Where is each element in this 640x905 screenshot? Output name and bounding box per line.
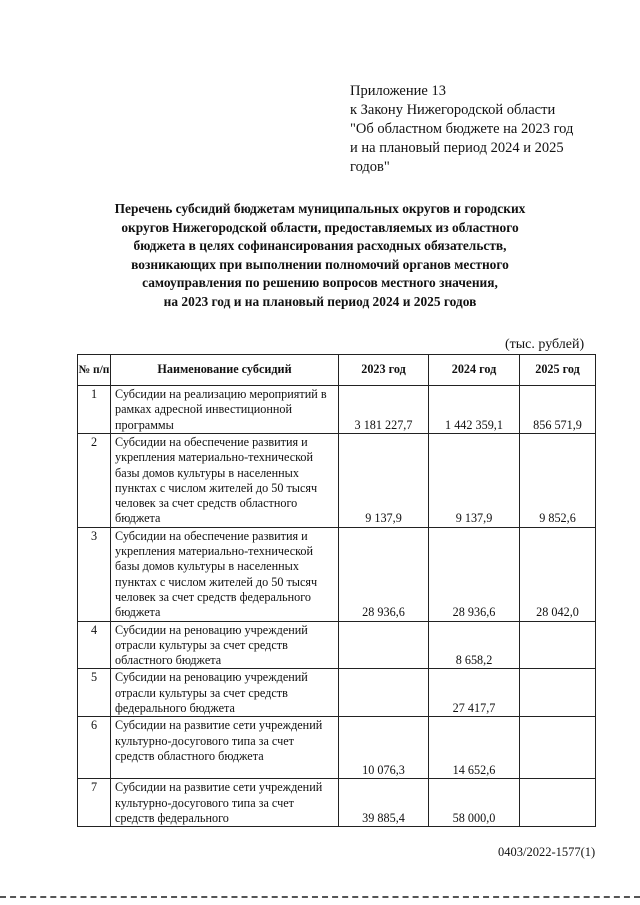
scan-edge-divider xyxy=(0,896,640,898)
appendix-line: и на плановый период 2024 и 2025 xyxy=(350,140,564,156)
row-2023: 3 181 227,7 xyxy=(339,386,429,434)
title-line: Перечень субсидий бюджетам муниципальных округов и городских xyxy=(114,201,526,216)
appendix-line: "Об областном бюджете на 2023 год xyxy=(350,121,574,137)
row-number: 4 xyxy=(78,621,111,669)
row-name: Субсидии на реализацию мероприятий в рамках адресной инвестиционной программы xyxy=(111,386,339,434)
appendix-block xyxy=(350,82,620,177)
row-2023 xyxy=(339,669,429,717)
row-2023: 39 885,4 xyxy=(339,779,429,827)
table-row xyxy=(78,527,596,621)
row-2025 xyxy=(520,669,596,717)
row-number: 1 xyxy=(78,386,111,434)
row-2024: 8 658,2 xyxy=(429,621,520,669)
row-2024: 1 442 359,1 xyxy=(429,386,520,434)
row-2025: 856 571,9 xyxy=(520,386,596,434)
table-row xyxy=(78,669,596,717)
row-number: 7 xyxy=(78,779,111,827)
appendix-line: к Закону Нижегородской области xyxy=(350,102,556,118)
appendix-line: годов" xyxy=(350,159,390,175)
title-line: самоуправления по решению вопросов местного значения, xyxy=(142,275,498,291)
row-name: Субсидии на развитие сети учреждений культурно-досугового типа за счет средств федерального xyxy=(111,779,339,827)
header-2024: 2024 год xyxy=(429,355,520,386)
document-title xyxy=(80,200,560,312)
appendix-line: Приложение 13 xyxy=(350,83,446,99)
row-2025 xyxy=(520,621,596,669)
units-label: (тыс. рублей) xyxy=(505,337,585,352)
header-name: Наименование субсидий xyxy=(111,355,339,386)
row-number: 3 xyxy=(78,527,111,621)
title-line: возникающих при выполнении полномочий органов местного xyxy=(131,256,509,272)
row-number: 2 xyxy=(78,434,111,528)
row-name: Субсидии на обеспечение развития и укрепления материально-технической базы домов культуры в населенных пунктах с числом жителей до 50 тысяч человек за счет средств федерального бюджета xyxy=(111,527,339,621)
row-2023: 9 137,9 xyxy=(339,434,429,528)
table-row xyxy=(78,621,596,669)
row-2024: 9 137,9 xyxy=(429,434,520,528)
row-2025: 9 852,6 xyxy=(520,434,596,528)
title-line: округов Нижегородской области, предоставляемых из областного xyxy=(121,219,519,235)
row-name: Субсидии на реновацию учреждений отрасли культуры за счет средств областного бюджета xyxy=(111,621,339,669)
subsidies-table xyxy=(77,354,596,827)
row-2023: 28 936,6 xyxy=(339,527,429,621)
table-header-row xyxy=(78,355,596,386)
title-line: бюджета в целях софинансирования расходных обязательств, xyxy=(133,238,507,254)
header-2023: 2023 год xyxy=(339,355,429,386)
row-2024: 58 000,0 xyxy=(429,779,520,827)
row-2023: 10 076,3 xyxy=(339,717,429,779)
document-code: 0403/2022-1577(1) xyxy=(498,845,596,859)
header-2025: 2025 год xyxy=(520,355,596,386)
table-row xyxy=(78,717,596,779)
row-2025 xyxy=(520,779,596,827)
row-name: Субсидии на обеспечение развития и укрепления материально-технической базы домов культуры в населенных пунктах с числом жителей до 50 тысяч человек за счет средств областного бюджета xyxy=(111,434,339,528)
title-line: на 2023 год и на плановый период 2024 и 2025 годов xyxy=(163,293,477,309)
row-2025: 28 042,0 xyxy=(520,527,596,621)
row-2025 xyxy=(520,717,596,779)
row-name: Субсидии на реновацию учреждений отрасли культуры за счет средств федерального бюджета xyxy=(111,669,339,717)
table-row xyxy=(78,386,596,434)
row-name: Субсидии на развитие сети учреждений культурно-досугового типа за счет средств областного бюджета xyxy=(111,717,339,779)
row-2024: 27 417,7 xyxy=(429,669,520,717)
header-number: № п/п xyxy=(78,355,111,386)
table-row xyxy=(78,434,596,528)
row-number: 6 xyxy=(78,717,111,779)
row-2024: 28 936,6 xyxy=(429,527,520,621)
row-number: 5 xyxy=(78,669,111,717)
table-row xyxy=(78,779,596,827)
row-2023 xyxy=(339,621,429,669)
row-2024: 14 652,6 xyxy=(429,717,520,779)
